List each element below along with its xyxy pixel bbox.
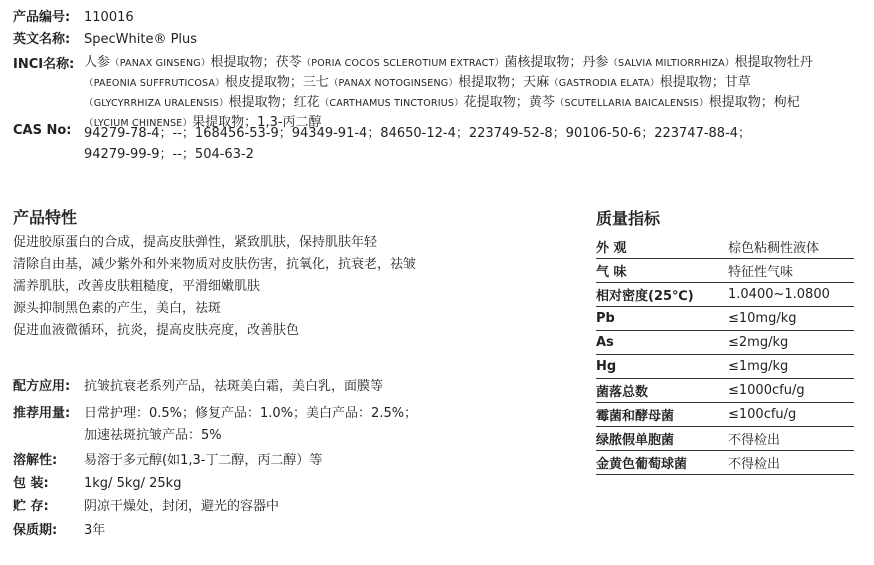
inci-suffix: 根提取物 xyxy=(734,55,787,70)
quality-key: 气 味 xyxy=(596,259,728,283)
shelf-life-label: 保质期: xyxy=(13,523,58,538)
inci-en: （PORIA COCOS SCLEROTIUM EXTRACT） xyxy=(301,58,505,69)
quality-value: 1.0400~1.0800 xyxy=(728,283,854,307)
product-no-value: 110016 xyxy=(84,10,134,25)
english-name-row xyxy=(13,30,198,49)
dosage-value: 日常护理：0.5%；修复产品：1.0%；美白产品：2.5%； xyxy=(84,406,418,421)
inci-suffix: 花提取物； xyxy=(463,95,529,110)
inci-value xyxy=(84,53,824,133)
feature-line: 源头抑制黑色素的产生，美白，祛斑 xyxy=(13,301,222,316)
quality-row xyxy=(596,259,854,283)
inci-en: （SCUTELLARIA BAICALENSIS） xyxy=(554,98,709,109)
inci-suffix: 根提取物； xyxy=(659,75,725,90)
dosage-label: 推荐用量: xyxy=(13,406,71,421)
quality-value: 棕色粘稠性液体 xyxy=(728,235,854,259)
features-title: 产品特性 xyxy=(13,208,78,227)
application-label: 配方应用: xyxy=(13,379,71,394)
quality-key: 金黄色葡萄球菌 xyxy=(596,451,728,475)
storage-row xyxy=(13,497,280,516)
inci-cn: 红花 xyxy=(293,95,320,110)
inci-suffix: 根皮提取物； xyxy=(224,75,303,90)
quality-table xyxy=(596,235,854,475)
storage-value: 阴凉干燥处，封闭，避光的容器中 xyxy=(84,499,280,514)
inci-tail: 1,3-丙二醇 xyxy=(257,115,322,130)
quality-value: ≤10mg/kg xyxy=(728,307,854,331)
feature-line: 濡养肌肤，改善皮肤粗糙度，平滑细嫩肌肤 xyxy=(13,279,261,294)
features-list xyxy=(13,232,416,342)
application-value: 抗皱抗衰老系列产品，祛斑美白霜，美白乳，面膜等 xyxy=(84,379,384,394)
shelf-life-value: 3年 xyxy=(84,523,106,538)
solubility-value: 易溶于多元醇(如1,3-丁二醇，丙二醇）等 xyxy=(84,453,323,468)
english-name-label: 英文名称: xyxy=(13,32,71,47)
inci-suffix: 根提取物； xyxy=(228,95,294,110)
dosage-value-2: 加速祛斑抗皱产品：5% xyxy=(84,428,222,443)
inci-cn: 黄芩 xyxy=(528,95,555,110)
dosage-row xyxy=(13,404,418,423)
inci-en: （GASTRODIA ELATA） xyxy=(549,78,660,89)
quality-row xyxy=(596,235,854,259)
quality-key: 绿脓假单胞菌 xyxy=(596,427,728,451)
quality-key: 外 观 xyxy=(596,235,728,259)
quality-key: Hg xyxy=(596,355,728,379)
inci-cn: 人参 xyxy=(84,55,111,70)
storage-label: 贮 存: xyxy=(13,499,49,514)
package-value: 1kg/ 5kg/ 25kg xyxy=(84,476,182,491)
quality-title: 质量指标 xyxy=(596,209,661,228)
quality-row xyxy=(596,307,854,331)
quality-row xyxy=(596,379,854,403)
inci-cn: 天麻 xyxy=(523,75,550,90)
inci-suffix: 菌核提取物； xyxy=(504,55,583,70)
product-no-row xyxy=(13,8,134,27)
inci-suffix: 果提取物； xyxy=(192,115,258,130)
quality-value: ≤1mg/kg xyxy=(728,355,854,379)
quality-value: ≤100cfu/g xyxy=(728,403,854,427)
english-name-value: SpecWhite® Plus xyxy=(84,32,198,47)
quality-row xyxy=(596,331,854,355)
inci-cn: 丹参 xyxy=(582,55,609,70)
inci-cn: 牡丹 xyxy=(786,55,813,70)
quality-value: ≤1000cfu/g xyxy=(728,379,854,403)
application-row xyxy=(13,377,384,396)
quality-row xyxy=(596,283,854,307)
inci-en: （PANAX NOTOGINSENG） xyxy=(328,78,459,89)
product-no-label: 产品编号: xyxy=(13,10,71,25)
quality-value: ≤2mg/kg xyxy=(728,331,854,355)
quality-key: Pb xyxy=(596,307,728,331)
cas-value xyxy=(84,123,751,165)
inci-suffix: 根提取物； xyxy=(708,95,774,110)
feature-line: 促进胶原蛋白的合成，提高皮肤弹性，紧致肌肤，保持肌肤年轻 xyxy=(13,235,378,250)
quality-row xyxy=(596,355,854,379)
cas-line-2: 94279-99-9；--；504-63-2 xyxy=(84,147,254,162)
feature-line: 促进血液微循环，抗炎，提高皮肤亮度，改善肤色 xyxy=(13,323,300,338)
inci-cn: 甘草 xyxy=(724,75,751,90)
inci-label: INCI名称: xyxy=(13,57,75,72)
quality-value: 不得检出 xyxy=(728,451,854,475)
inci-en: （PAEONIA SUFFRUTICOSA） xyxy=(84,78,225,89)
quality-row xyxy=(596,451,854,475)
solubility-row xyxy=(13,451,323,470)
cas-label: CAS No: xyxy=(13,123,72,138)
quality-row xyxy=(596,403,854,427)
inci-suffix: 根提取物； xyxy=(458,75,524,90)
feature-line: 清除自由基，减少紫外和外来物质对皮肤伤害，抗氧化，抗衰老，祛皱 xyxy=(13,257,417,272)
solubility-label: 溶解性: xyxy=(13,453,58,468)
quality-key: As xyxy=(596,331,728,355)
package-label: 包 装: xyxy=(13,476,49,491)
quality-key: 菌落总数 xyxy=(596,379,728,403)
inci-cn: 茯苓 xyxy=(275,55,302,70)
inci-en: （PANAX GINSENG） xyxy=(110,58,211,69)
quality-row xyxy=(596,427,854,451)
quality-key: 相对密度(25℃) xyxy=(596,283,728,307)
inci-en: （GLYCYRRHIZA URALENSIS） xyxy=(84,98,229,109)
inci-en: （CARTHAMUS TINCTORIUS） xyxy=(319,98,464,109)
inci-en: （SALVIA MILTIORRHIZA） xyxy=(608,58,735,69)
inci-cn: 三七 xyxy=(302,75,329,90)
quality-key: 霉菌和酵母菌 xyxy=(596,403,728,427)
inci-en: （LYCIUM CHINENSE） xyxy=(84,118,193,129)
inci-cn: 枸杞 xyxy=(773,95,800,110)
cas-line-1: 94279-78-4；--；168456-53-9；94349-91-4；84650-12-4；223749-52-8；90106-50-6；223747-88-4； xyxy=(84,126,752,141)
quality-value: 特征性气味 xyxy=(728,259,854,283)
quality-value: 不得检出 xyxy=(728,427,854,451)
shelf-life-row xyxy=(13,521,106,540)
inci-suffix: 根提取物； xyxy=(210,55,276,70)
package-row xyxy=(13,474,182,493)
